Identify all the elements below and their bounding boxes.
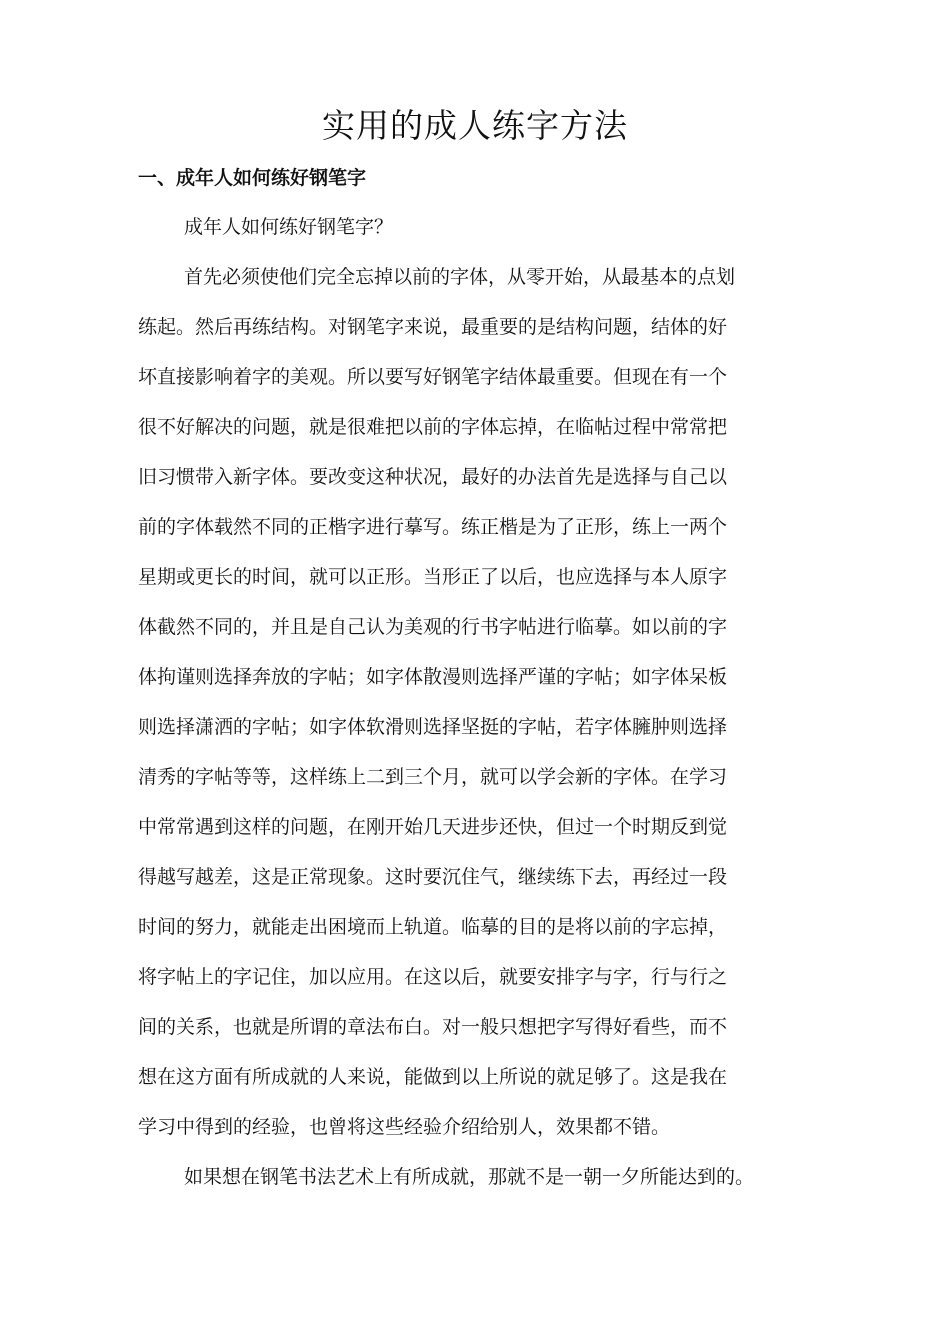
paragraph-line: 旧习惯带入新字体。要改变这种状况，最好的办法首先是选择与自己以	[138, 466, 728, 488]
paragraph-line: 星期或更长的时间，就可以正形。当形正了以后，也应选择与本人原字	[138, 566, 728, 588]
paragraph-line: 体拘谨则选择奔放的字帖；如字体散漫则选择严谨的字帖；如字体呆板	[138, 666, 728, 688]
paragraph-line: 学习中得到的经验，也曾将这些经验介绍给别人，效果都不错。	[138, 1116, 671, 1138]
paragraph-line: 如果想在钢笔书法艺术上有所成就，那就不是一朝一夕所能达到的。	[184, 1166, 755, 1188]
paragraph-line: 前的字体载然不同的正楷字进行摹写。练正楷是为了正形，练上一两个	[138, 516, 728, 538]
paragraph-line: 体截然不同的，并且是自己认为美观的行书字帖进行临摹。如以前的字	[138, 616, 728, 638]
paragraph-line: 清秀的字帖等等，这样练上二到三个月，就可以学会新的字体。在学习	[138, 766, 728, 788]
document-title: 实用的成人练字方法	[322, 106, 628, 145]
paragraph-line: 首先必须使他们完全忘掉以前的字体，从零开始，从最基本的点划	[184, 266, 736, 288]
paragraph-line: 坏直接影响着字的美观。所以要写好钢笔字结体最重要。但现在有一个	[138, 366, 728, 388]
section-heading: 一、成年人如何练好钢笔字	[138, 167, 367, 189]
paragraph-line: 将字帖上的字记住，加以应用。在这以后，就要安排字与字，行与行之	[138, 966, 728, 988]
paragraph-line: 很不好解决的问题，就是很难把以前的字体忘掉，在临帖过程中常常把	[138, 416, 728, 438]
paragraph-line: 想在这方面有所成就的人来说，能做到以上所说的就足够了。这是我在	[138, 1066, 728, 1088]
sub-question: 成年人如何练好钢笔字？	[184, 216, 394, 238]
paragraph-line: 练起。然后再练结构。对钢笔字来说，最重要的是结构问题，结体的好	[138, 316, 728, 338]
paragraph-line: 间的关系，也就是所谓的章法布白。对一般只想把字写得好看些，而不	[138, 1016, 728, 1038]
paragraph-line: 得越写越差，这是正常现象。这时要沉住气，继续练下去，再经过一段	[138, 866, 728, 888]
paragraph-line: 中常常遇到这样的问题，在刚开始几天进步还快，但过一个时期反到觉	[138, 816, 728, 838]
paragraph-line: 时间的努力，就能走出困境而上轨道。临摹的目的是将以前的字忘掉，	[138, 916, 728, 938]
paragraph-line: 则选择潇洒的字帖；如字体软滑则选择坚挺的字帖，若字体臃肿则选择	[138, 716, 728, 738]
